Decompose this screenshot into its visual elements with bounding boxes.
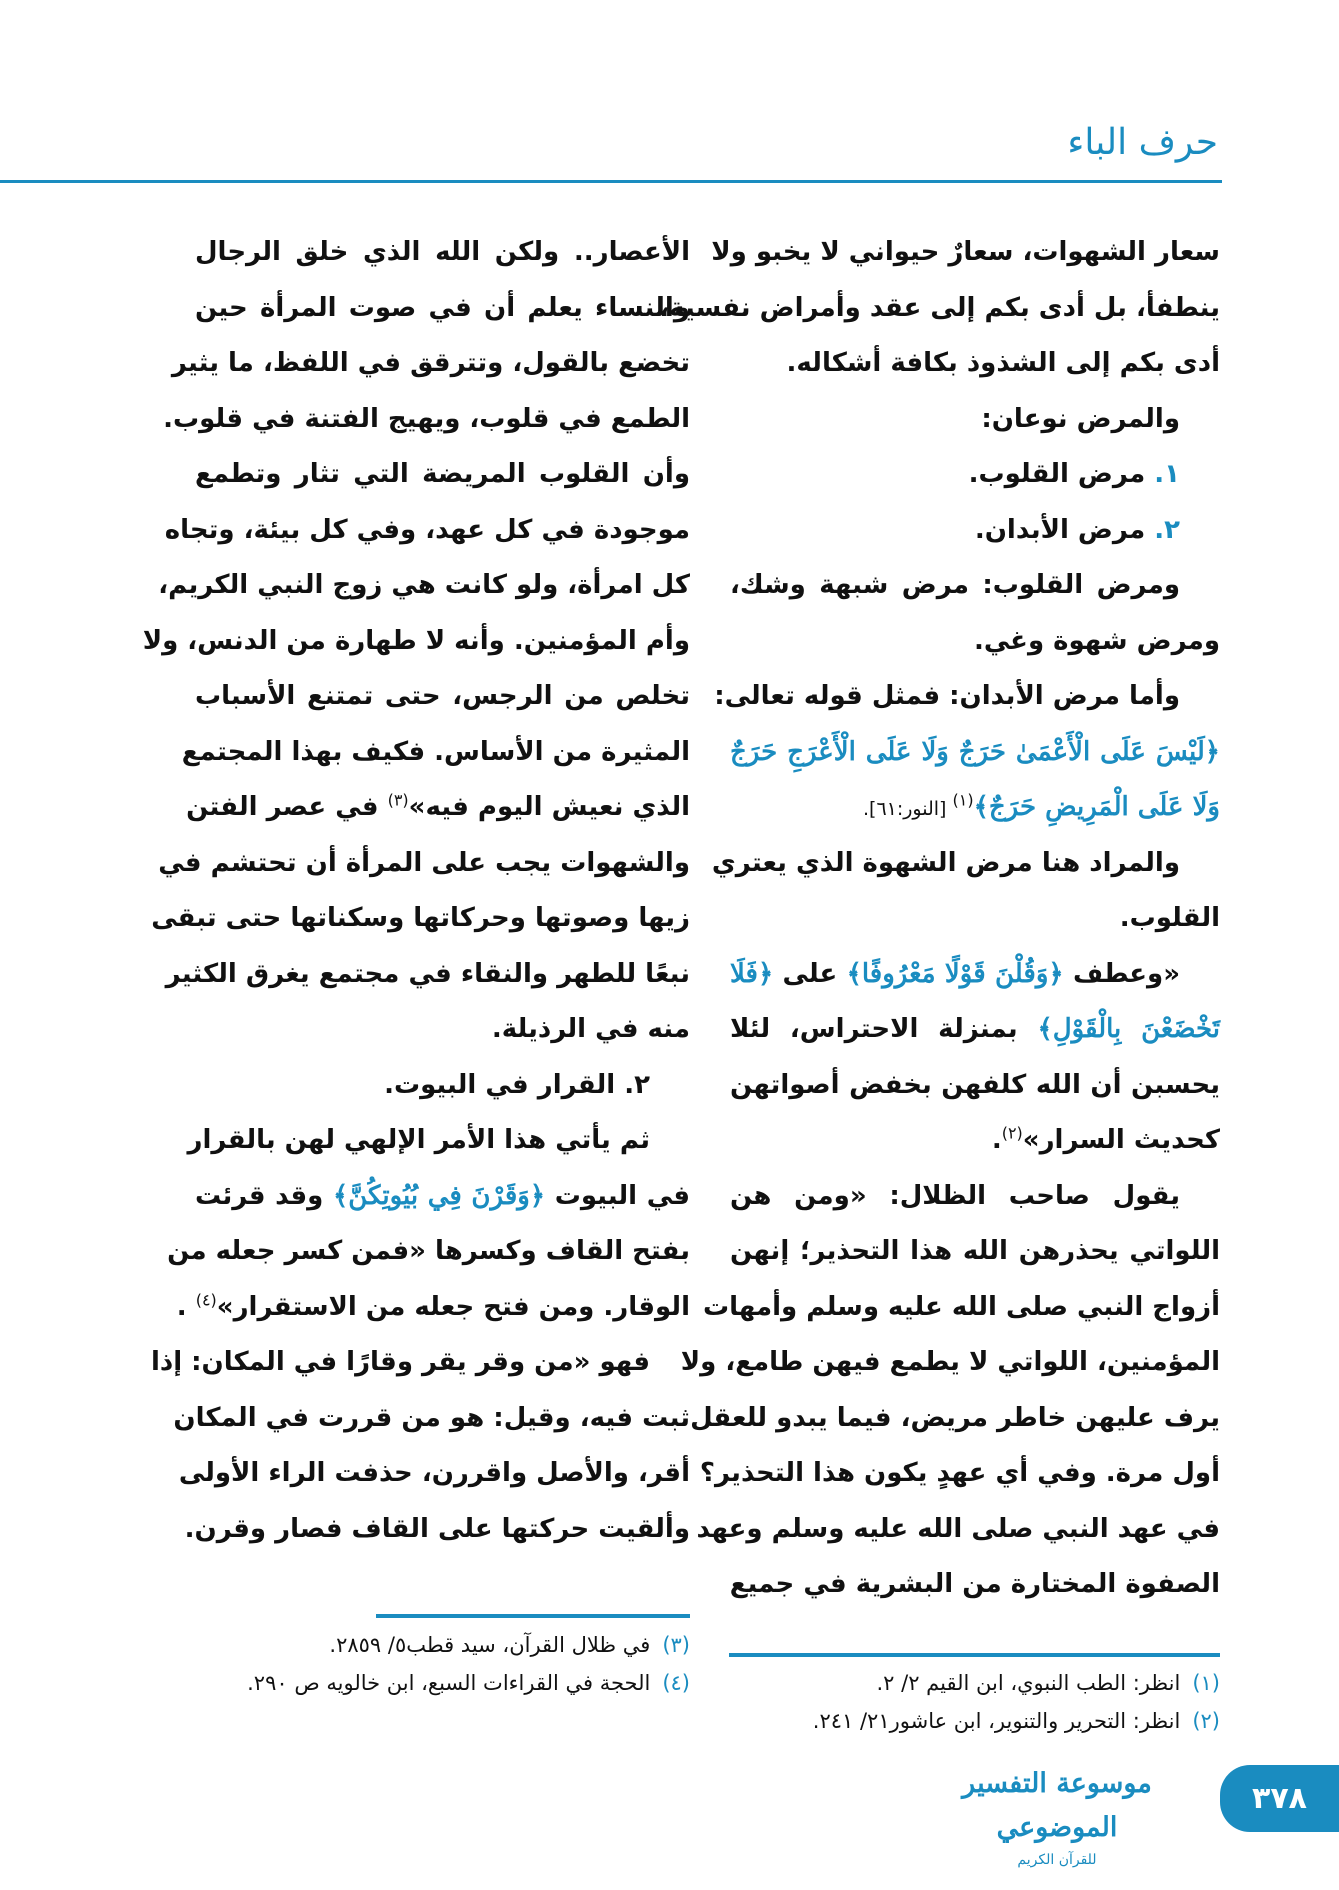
footnote-text: انظر: الطب النبوي، ابن القيم ٢/ ٢. — [876, 1671, 1181, 1695]
text-line — [195, 669, 690, 725]
footnotes-left — [195, 1626, 690, 1702]
text-line — [714, 669, 1220, 725]
text-segment: ومرض القلوب: مرض شبهة وشك، — [730, 570, 1180, 600]
text-segment: كحديث السرار» — [1022, 1125, 1220, 1155]
text-segment: . — [991, 1125, 1002, 1155]
text-line — [195, 447, 690, 503]
footnote-marker: (٣) — [387, 790, 409, 810]
text-segment: ثم يأتي هذا الأمر الإلهي لهن بالقرار — [187, 1125, 650, 1155]
text-line — [730, 1224, 1220, 1280]
verse-reference: [النور:٦١]. — [862, 798, 953, 820]
footnotes-right — [729, 1664, 1220, 1740]
text-line — [711, 225, 1220, 281]
footnote-text: في ظلال القرآن، سيد قطب٥/ ٢٨٥٩. — [329, 1633, 651, 1657]
text-line — [158, 558, 690, 614]
text-line — [730, 1113, 1220, 1169]
footnote — [729, 1702, 1220, 1740]
text-line — [730, 1557, 1220, 1613]
footnote — [195, 1626, 690, 1664]
text-line — [150, 1335, 690, 1391]
text-line — [730, 392, 1220, 448]
text-line — [699, 1446, 1220, 1502]
text-segment: ومرض شهوة وغي. — [974, 625, 1220, 656]
text-segment: المثيرة من الأساس. فكيف بهذا المجتمع — [181, 736, 690, 767]
text-line — [195, 281, 690, 337]
text-line — [151, 891, 690, 947]
footnote-number: (١) — [1192, 1671, 1220, 1695]
text-line — [195, 1058, 690, 1114]
text-line — [195, 1169, 690, 1225]
text-segment: تخضع بالقول، وتترقق في اللفظ، ما يثير — [171, 348, 690, 378]
text-line — [173, 1391, 690, 1447]
page-number: ٣٧٨ — [1220, 1765, 1339, 1832]
text-segment: الصفوة المختارة من البشرية في جميع — [729, 1569, 1220, 1599]
text-segment: والمرض نوعان: — [981, 403, 1180, 434]
text-segment: مرض الأبدان. — [974, 514, 1146, 545]
text-segment: يرف عليهن خاطر مريض، فيما يبدو للعقل — [690, 1402, 1220, 1433]
text-segment: وأما مرض الأبدان: فمثل قوله تعالى: — [714, 681, 1180, 711]
text-segment: أول مرة. وفي أي عهدٍ يكون هذا التحذير؟ — [699, 1458, 1220, 1488]
text-line — [178, 1446, 690, 1502]
logo-subtitle: للقرآن الكريم — [1017, 1852, 1097, 1868]
text-segment: تخلص من الرجس، حتى تمتنع الأسباب — [195, 681, 690, 711]
text-segment: موجودة في كل عهد، وفي كل بيئة، وتجاه — [164, 514, 690, 545]
text-segment: يحسبن أن الله كلفهن بخفض أصواتهن — [730, 1069, 1220, 1100]
text-line — [730, 336, 1220, 392]
logo-title: موسوعة التفسير الموضوعي — [962, 1768, 1152, 1843]
text-line — [186, 780, 690, 836]
text-line — [167, 1224, 690, 1280]
text-segment: في عهد النبي صلى الله عليه وسلم وعهد — [696, 1513, 1220, 1544]
footnote-marker: (١) — [952, 790, 974, 810]
text-segment: والنساء يعلم أن في صوت المرأة حين — [195, 292, 690, 323]
text-line — [163, 392, 690, 448]
footnote-text: انظر: التحرير والتنوير، ابن عاشور٢١/ ٢٤١. — [812, 1709, 1181, 1733]
quran-verse: ﴿وَقَرْنَ فِي بُيُوتِكُنَّ﴾ — [332, 1180, 546, 1211]
text-line — [730, 947, 1220, 1003]
footnote-divider-left — [376, 1614, 690, 1618]
text-line — [730, 1058, 1220, 1114]
text-segment: الذي نعيش اليوم فيه» — [408, 792, 690, 822]
text-line — [702, 1280, 1220, 1336]
text-segment: وألقيت حركتها على القاف فصار وقرن. — [184, 1513, 690, 1544]
text-line — [158, 836, 690, 892]
footnote-marker: (٢) — [1001, 1123, 1023, 1143]
text-line — [171, 336, 690, 392]
text-line — [730, 558, 1220, 614]
text-line — [195, 1002, 690, 1058]
text-segment: زيها وصوتها وحركاتها وسكناتها حتى تبقى — [151, 903, 690, 933]
quran-verse: ﴿لَيْسَ عَلَى الْأَعْمَىٰ حَرَجٌ وَلَا عَلَى الْأَعْرَجِ حَرَجٌ — [730, 736, 1220, 767]
footnote-text: الحجة في القراءات السبع، ابن خالويه ص ٢٩٠. — [247, 1671, 651, 1695]
text-line — [711, 836, 1220, 892]
text-line — [690, 1391, 1220, 1447]
text-segment: سعار الشهوات، سعارٌ حيواني لا يخبو ولا — [711, 237, 1220, 267]
encyclopedia-logo — [934, 1762, 1180, 1868]
text-segment: والشهوات يجب على المرأة أن تحتشم في — [158, 847, 690, 878]
text-segment: على — [773, 958, 847, 989]
text-segment: أزواج النبي صلى الله عليه وسلم وأمهات — [702, 1291, 1220, 1322]
text-line — [680, 1335, 1220, 1391]
text-line — [176, 1280, 690, 1336]
footnote-number: (٢) — [1192, 1709, 1220, 1733]
text-line — [730, 1002, 1220, 1058]
text-segment: ثبت فيه، وقيل: هو من قررت في المكان — [173, 1402, 690, 1433]
text-line — [165, 947, 690, 1003]
footnote-divider-right — [729, 1653, 1220, 1657]
text-segment: في البيوت — [545, 1180, 691, 1211]
text-segment: الوقار. ومن فتح جعله من الاستقرار» — [216, 1291, 690, 1322]
text-segment: منه في الرذيلة. — [491, 1014, 690, 1044]
text-line — [696, 1502, 1220, 1558]
header-divider — [0, 180, 1222, 183]
text-segment: «وعطف — [1063, 958, 1180, 989]
text-segment: فهو «من وقر يقر وقارًا في المكان: إذا — [150, 1347, 650, 1377]
text-segment: يقول صاحب الظلال: «ومن هن — [730, 1180, 1180, 1211]
text-line — [730, 725, 1220, 781]
text-line — [187, 1113, 690, 1169]
text-line — [730, 503, 1220, 559]
text-line — [730, 780, 1220, 836]
text-line — [184, 1502, 690, 1558]
text-segment: كل امرأة، ولو كانت هي زوج النبي الكريم، — [158, 570, 690, 600]
text-segment: . — [176, 1291, 196, 1322]
text-segment: أقر، والأصل واقررن، حذفت الراء الأولى — [178, 1458, 690, 1488]
text-line — [730, 614, 1220, 670]
text-segment: الطمع في قلوب، ويهيج الفتنة في قلوب. — [163, 403, 690, 434]
text-segment: الأعصار.. ولكن الله الذي خلق الرجال — [195, 237, 690, 267]
text-line — [730, 891, 1220, 947]
text-line — [195, 225, 690, 281]
text-segment: اللواتي يحذرهن الله هذا التحذير؛ إنهن — [730, 1236, 1220, 1266]
left-text-column — [142, 225, 691, 1557]
quran-verse: تَخْضَعْنَ بِالْقَوْلِ﴾ — [1037, 1014, 1220, 1044]
text-segment: أدى بكم إلى الشذوذ بكافة أشكاله. — [786, 348, 1220, 378]
text-segment: وقد قرئت — [195, 1180, 333, 1211]
list-number: ١. — [1145, 459, 1180, 489]
text-line — [730, 1169, 1220, 1225]
text-line — [730, 447, 1220, 503]
quran-verse: ﴿فَلَا — [730, 958, 774, 989]
text-segment: بفتح القاف وكسرها «فمن كسر جعله من — [167, 1236, 690, 1266]
text-line — [142, 614, 690, 670]
footnote — [729, 1664, 1220, 1702]
chapter-title: حرف الباء — [1067, 122, 1218, 163]
text-line — [164, 503, 690, 559]
quran-verse: ﴿وَقُلْنَ قَوْلًا مَعْرُوفًا﴾ — [846, 958, 1064, 989]
text-segment: نبعًا للطهر والنقاء في مجتمع يغرق الكثير — [165, 958, 690, 989]
text-segment: بمنزلة الاحتراس، لئلا — [730, 1014, 1038, 1044]
footnote-number: (٣) — [662, 1633, 690, 1657]
text-segment: القلوب. — [1119, 903, 1220, 933]
right-text-column — [659, 225, 1220, 1613]
footnote-number: (٤) — [662, 1671, 690, 1695]
quran-verse: وَلَا عَلَى الْمَرِيضِ حَرَجٌ﴾ — [973, 792, 1220, 822]
text-segment: ينطفأ، بل أدى بكم إلى عقد وأمراض نفسية، — [659, 292, 1220, 323]
list-number: ٢. — [1145, 514, 1180, 545]
text-segment: مرض القلوب. — [968, 459, 1146, 489]
footnote-marker: (٤) — [195, 1289, 217, 1309]
text-line — [659, 281, 1220, 337]
text-segment: وأن القلوب المريضة التي تثار وتطمع — [195, 459, 690, 489]
text-line — [181, 725, 690, 781]
footnote — [195, 1664, 690, 1702]
text-segment: وأم المؤمنين. وأنه لا طهارة من الدنس، ولا — [142, 625, 690, 656]
text-segment: ٢. القرار في البيوت. — [384, 1069, 650, 1100]
text-segment: المؤمنين، اللواتي لا يطمع فيهن طامع، ولا — [680, 1347, 1220, 1377]
text-segment: والمراد هنا مرض الشهوة الذي يعتري — [711, 847, 1180, 878]
text-segment: في عصر الفتن — [186, 792, 388, 822]
